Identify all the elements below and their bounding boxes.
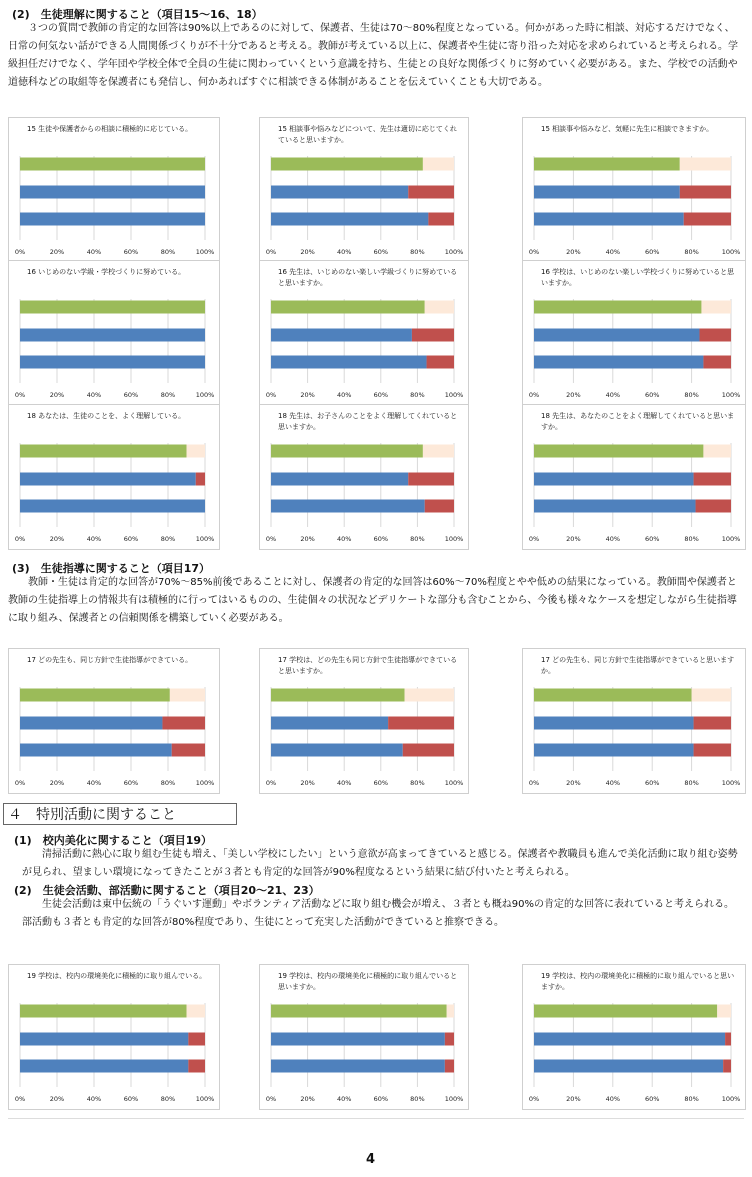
x-tick-label: 100% [721,248,741,256]
x-tick-label: 80% [410,248,425,256]
bar-positive [534,500,696,513]
x-tick-label: 60% [644,391,660,399]
chart-4 [8,260,220,406]
x-tick-label: 80% [684,248,699,256]
chart-title: 16 先生は、いじめのない楽しい学級づくりに努めていると思いますか。 [278,268,458,287]
bar-positive [271,445,423,458]
bar-negative [172,744,205,757]
x-tick-label: 20% [49,248,65,256]
bar-negative [428,213,454,226]
bar-positive [534,356,703,369]
x-tick-label: 20% [300,248,315,256]
bar-negative [684,213,731,226]
x-tick-label: 80% [160,779,176,787]
chart-title: 16 学校は、いじめのない楽しい学校づくりに努めていると思いますか。 [541,268,735,287]
x-tick-label: 20% [49,535,65,543]
x-tick-label: 80% [160,1095,176,1103]
x-tick-label: 20% [49,779,65,787]
bar-positive [534,744,694,757]
x-tick-label: 0% [14,391,26,399]
bar-positive [20,1060,188,1073]
x-tick-label: 40% [86,779,102,787]
chart-plot [260,261,470,407]
x-tick-label: 20% [566,535,581,543]
bar-negative [162,717,205,730]
bar-positive [534,717,694,730]
x-tick-label: 0% [528,248,540,256]
x-tick-label: 60% [123,391,139,399]
x-tick-label: 80% [160,535,176,543]
x-tick-label: 40% [605,1095,621,1103]
bar-negative [187,445,206,458]
chart-10 [8,648,220,794]
chart-title: 18 先生は、あなたのことをよく理解してくれていると思いますか。 [541,412,735,431]
bar-negative [701,301,731,314]
x-tick-label: 40% [605,535,621,543]
bar-positive [271,744,403,757]
x-tick-label: 60% [373,1095,389,1103]
x-tick-label: 80% [410,391,425,399]
bar-negative [699,329,731,342]
x-tick-label: 0% [265,391,277,399]
bar-positive [534,1005,717,1018]
chart-13 [8,964,220,1110]
x-tick-label: 20% [566,779,581,787]
chart-plot [523,965,747,1111]
bar-positive [271,1005,447,1018]
bar-positive [20,186,205,199]
chart-9 [522,404,746,550]
x-tick-label: 100% [195,391,215,399]
bar-negative [427,356,454,369]
bar-negative [423,158,454,171]
bar-negative [445,1060,454,1073]
bar-negative [403,744,454,757]
x-tick-label: 20% [300,391,315,399]
x-tick-label: 100% [721,1095,741,1103]
x-tick-label: 0% [265,535,277,543]
bar-negative [188,1060,205,1073]
bar-positive [20,689,170,702]
x-tick-label: 80% [410,1095,425,1103]
x-tick-label: 80% [684,391,699,399]
bar-negative [696,500,731,513]
bar-negative [423,445,454,458]
x-tick-label: 60% [373,779,389,787]
x-tick-label: 80% [684,1095,699,1103]
bar-positive [20,329,205,342]
x-tick-label: 40% [336,779,352,787]
chart-3 [522,117,746,263]
bar-positive [271,500,425,513]
chart-title: 19 学校は、校内の環境美化に積極的に取り組んでいる。 [27,972,207,980]
bar-positive [271,329,412,342]
bar-positive [534,158,680,171]
x-tick-label: 60% [373,535,389,543]
bar-positive [20,744,172,757]
x-tick-label: 0% [14,1095,26,1103]
chart-6 [522,260,746,406]
x-tick-label: 0% [14,779,26,787]
chart-14 [259,964,469,1110]
x-tick-label: 40% [605,779,621,787]
chart-7 [8,404,220,550]
bar-negative [725,1033,731,1046]
x-tick-label: 60% [123,535,139,543]
chart-plot [9,649,221,795]
chart-plot [260,649,470,795]
x-tick-label: 40% [86,535,102,543]
x-tick-label: 80% [684,535,699,543]
bar-positive [20,213,205,226]
bar-positive [271,213,428,226]
x-tick-label: 80% [684,779,699,787]
x-tick-label: 0% [528,779,540,787]
x-tick-label: 20% [300,1095,315,1103]
x-tick-label: 100% [195,779,215,787]
bar-positive [271,1060,445,1073]
x-tick-label: 60% [373,248,389,256]
x-tick-label: 40% [336,391,352,399]
bar-positive [20,1033,188,1046]
x-tick-label: 40% [86,391,102,399]
bar-positive [534,689,692,702]
x-tick-label: 40% [336,248,352,256]
bar-negative [680,158,731,171]
bottom-divider [8,1118,744,1119]
x-tick-label: 20% [566,248,581,256]
bar-positive [20,1005,187,1018]
bar-positive [534,301,701,314]
x-tick-label: 80% [160,248,176,256]
section-4-2-body: 生徒会活動は東中伝統の「うぐいす運動」やボランティア活動などに取り組む機会が増え、３者とも概ね90%の肯定的な回答に表れていると考えられる。部活動も３者とも肯定的な回答が80%程度であり、生徒にとって充実した活動ができていると推察できる。 [22,899,735,928]
x-tick-label: 60% [644,535,660,543]
x-tick-label: 20% [300,779,315,787]
section-3-body: 教師・生徒は肯定的な回答が70%～85%前後であることに対し、保護者の肯定的な回答は60%～70%程度とやや低めの結果になっている。教師間や保護者と教師の生徒指導上の情報共有は積極的に行ってはいるものの、生徒個々の状況などデリケートな部分も含むことから、今後も様々なケースを想定しながら生徒指導に取り組み、保護者との信頼関係を構築していく必要がある。 [8,577,737,624]
x-tick-label: 0% [265,248,277,256]
x-tick-label: 80% [410,535,425,543]
x-tick-label: 100% [444,535,464,543]
bar-negative [703,356,731,369]
x-tick-label: 40% [336,535,352,543]
bar-positive [271,689,405,702]
x-tick-label: 100% [444,779,464,787]
x-tick-label: 60% [644,248,660,256]
x-tick-label: 20% [566,391,581,399]
bar-positive [534,186,680,199]
bar-positive [20,445,187,458]
x-tick-label: 100% [444,1095,464,1103]
x-tick-label: 60% [123,1095,139,1103]
x-tick-label: 100% [195,1095,215,1103]
bar-negative [680,186,731,199]
chart-plot [9,405,221,551]
bar-positive [20,158,205,171]
x-tick-label: 20% [49,1095,65,1103]
bar-negative [408,473,454,486]
chart-plot [523,649,747,795]
chart-title: 15 生徒や保護者からの相談に積極的に応じている。 [27,125,193,133]
bar-negative [412,329,454,342]
x-tick-label: 0% [14,248,26,256]
x-tick-label: 40% [336,1095,352,1103]
chart-title: 17 どの先生も、同じ方針で生徒指導ができている。 [27,656,193,664]
x-tick-label: 60% [644,779,660,787]
x-tick-label: 0% [528,535,540,543]
bar-positive [20,500,205,513]
x-tick-label: 100% [721,535,741,543]
chart-15 [522,964,746,1110]
x-tick-label: 0% [265,1095,277,1103]
chart-plot [260,965,470,1111]
bar-positive [271,473,408,486]
chart-12 [522,648,746,794]
bar-negative [694,744,731,757]
x-tick-label: 0% [265,779,277,787]
chart-title: 16 いじめのない学級・学校づくりに努めている。 [27,268,186,276]
bar-negative [723,1060,731,1073]
page-number: 4 [366,1152,376,1167]
bar-positive [271,717,388,730]
section-4-1-title: (1) 校内美化に関すること（項目19） [14,834,213,847]
chart-title: 18 あなたは、生徒のことを、よく理解している。 [27,412,186,420]
bar-negative [445,1033,454,1046]
x-tick-label: 60% [123,248,139,256]
bar-negative [188,1033,205,1046]
bar-negative [196,473,205,486]
x-tick-label: 20% [300,535,315,543]
x-tick-label: 20% [566,1095,581,1103]
bar-positive [20,717,162,730]
x-tick-label: 60% [123,779,139,787]
bar-positive [534,1033,725,1046]
bar-positive [534,473,694,486]
section-2-title: (2) 生徒理解に関すること（項目15～16、18） [12,8,263,21]
bar-negative [694,473,731,486]
x-tick-label: 100% [195,535,215,543]
bar-negative [388,717,454,730]
x-tick-label: 100% [444,248,464,256]
bar-negative [170,689,205,702]
chart-title: 17 学校は、どの先生も同じ方針で生徒指導ができていると思いますか。 [278,656,458,675]
x-tick-label: 100% [721,779,741,787]
x-tick-label: 40% [86,1095,102,1103]
chart-title: 18 先生は、お子さんのことをよく理解してくれていると思いますか。 [278,412,458,431]
chart-plot [9,118,221,264]
bar-negative [425,301,454,314]
bar-negative [408,186,454,199]
bar-negative [447,1005,454,1018]
x-tick-label: 0% [528,1095,540,1103]
section-3-title: (3) 生徒指導に関すること（項目17） [12,562,211,575]
bar-negative [703,445,731,458]
x-tick-label: 80% [410,779,425,787]
x-tick-label: 40% [605,248,621,256]
x-tick-label: 0% [528,391,540,399]
bar-negative [717,1005,731,1018]
x-tick-label: 60% [373,391,389,399]
bar-positive [534,213,684,226]
bar-positive [20,301,205,314]
chart-plot [260,118,470,264]
chart-8 [259,404,469,550]
bar-positive [20,356,205,369]
bar-negative [187,1005,206,1018]
bar-positive [20,473,196,486]
chart-title: 19 学校は、校内の環境美化に積極的に取り組んでいると思いますか。 [541,972,735,991]
chart-title: 19 学校は、校内の環境美化に積極的に取り組んでいると思いますか。 [278,972,458,991]
chart-plot [9,965,221,1111]
bar-positive [271,301,425,314]
chart-plot [523,118,747,264]
x-tick-label: 20% [49,391,65,399]
bar-positive [534,445,703,458]
section-4-2-title: (2) 生徒会活動、部活動に関すること（項目20～21、23） [14,884,320,897]
x-tick-label: 80% [160,391,176,399]
chart-plot [523,261,747,407]
x-tick-label: 40% [86,248,102,256]
bar-positive [534,1060,723,1073]
bar-negative [694,717,731,730]
chart-2 [259,117,469,263]
bar-positive [271,356,427,369]
x-tick-label: 100% [444,391,464,399]
bar-positive [271,186,408,199]
chart-5 [259,260,469,406]
section-4-heading: ４ 特別活動に関すること [3,803,237,825]
chart-title: 15 相談事や悩みなどについて、先生は適切に応じてくれていると思いますか。 [278,125,457,144]
section-4-1-body: 清掃活動に熱心に取り組む生徒も増え、「美しい学校にしたい」という意欲が高まってきていると感じる。保護者や教職員も進んで美化活動に取り組む姿勢が見られ、望ましい環境になってきたことが３者とも肯定的な回答が90%程度なるという結果に結び付いたと考えられる。 [22,849,738,878]
chart-title: 17 どの先生も、同じ方針で生徒指導ができていると思いますか。 [541,656,735,675]
chart-1 [8,117,220,263]
x-tick-label: 0% [14,535,26,543]
x-tick-label: 100% [721,391,741,399]
bar-negative [425,500,454,513]
x-tick-label: 60% [644,1095,660,1103]
x-tick-label: 100% [195,248,215,256]
bar-negative [405,689,454,702]
section-2-body: ３つの質問で教師の肯定的な回答は90%以上であるのに対して、保護者、生徒は70～80%程度となっている。何かがあった時に相談、対応するだけでなく、日常の何気ない話ができる人間関係づくりが不十分であると考える。教師が考えている以上に、保護者や生徒に寄り沿った対応を求められていると考えられる。学級担任だけでなく、学年団や学校全体で全員の生徒に関わっていくという意識を持ち、生徒との良好な関係づくりに努めていく必要がある。また、学校での活動や道徳科などの取組等を保護者にも発信し、何かあればすぐに相談できる体制があることを伝えていくことも大切である。 [8,23,738,88]
chart-title: 15 相談事や悩みなど、気軽に先生に相談できますか。 [541,125,714,133]
chart-plot [9,261,221,407]
chart-plot [260,405,470,551]
chart-11 [259,648,469,794]
bar-positive [271,1033,445,1046]
bar-positive [534,329,699,342]
bar-positive [271,158,423,171]
x-tick-label: 40% [605,391,621,399]
chart-plot [523,405,747,551]
bar-negative [692,689,731,702]
